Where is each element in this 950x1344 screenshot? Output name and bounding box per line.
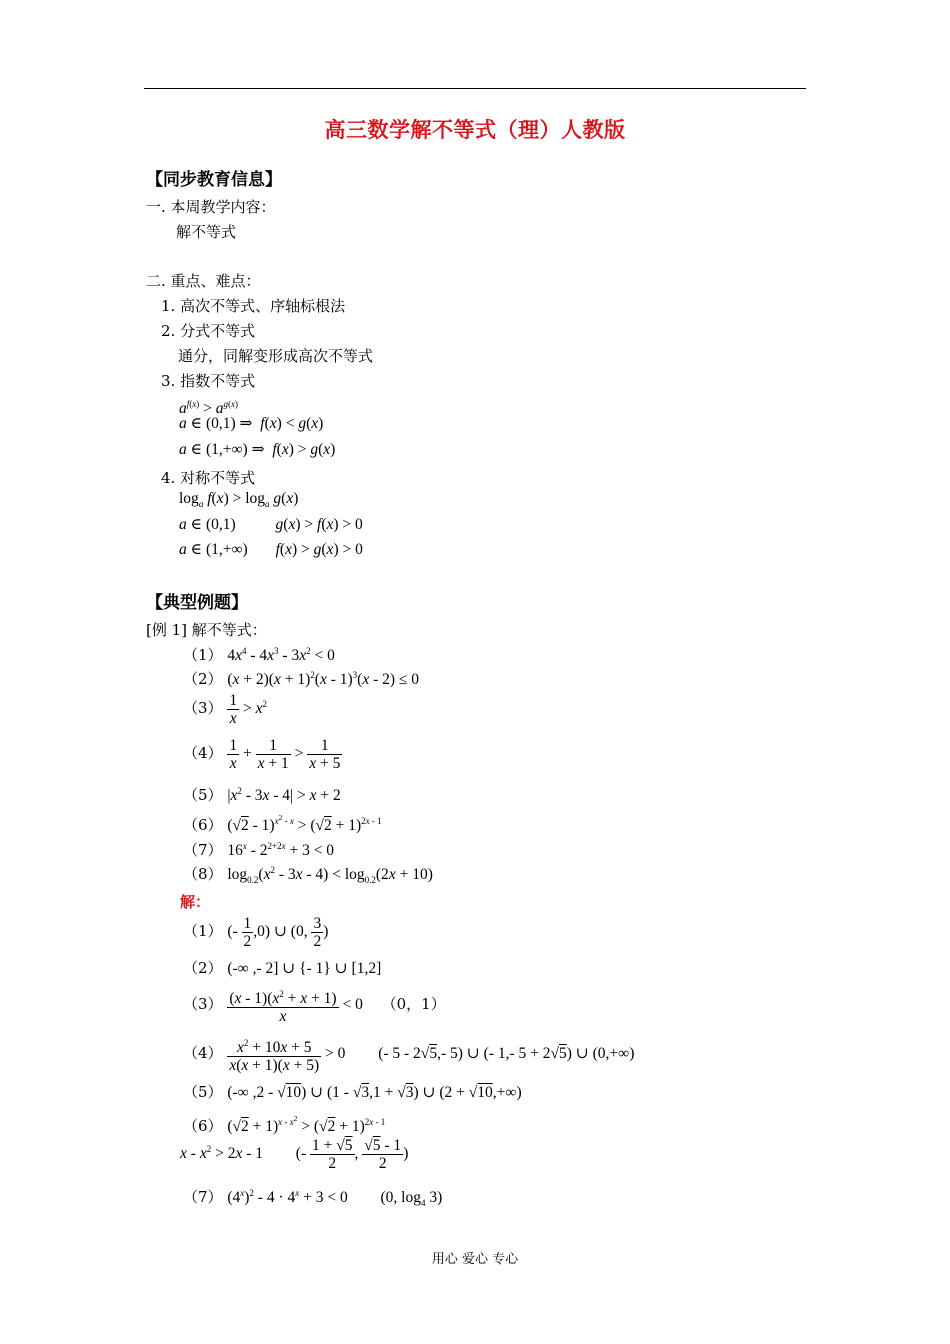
answer-1: （1） (- $\frac{1}{2}$ ,0) ∪ (0, $\frac{3}{2}$ ) [183, 915, 329, 950]
problem-5-number: （5） [183, 786, 223, 805]
answer-6-step: $x - x^2 > 2x - 1$ (- $\frac{1 + √5}{2}$ , $\frac{√5 - 1}{2}$ ) [180, 1137, 409, 1172]
section-heading-sync-info: 【同步教育信息】 [146, 170, 282, 190]
header-rule [144, 88, 806, 89]
answer-3: （3） $\frac{(x - 1)(x^2 + x + 1)}{x}$ < 0 （0，1） [183, 986, 446, 1025]
point-2: 2. 分式不等式 [161, 322, 256, 340]
problem-7: （7） $16^x - 2^{2+2x} + 3 < 0$ [183, 841, 335, 860]
example-1-label: [例 1] 解不等式： [146, 621, 267, 639]
answer-1-number: （1） [183, 922, 223, 941]
answer-6-number: （6） [183, 1117, 223, 1136]
problem-3-number: （3） [183, 699, 223, 718]
item-1-content: 解不等式 [176, 223, 237, 241]
problem-4-number: （4） [183, 744, 223, 763]
problem-8: （8） $\log_{0.2}(x^2 - 3x - 4) < \log_{0.2}(2x + 10)$ [183, 865, 433, 886]
item-1-label: 一. 本周教学内容： [146, 198, 276, 216]
exp-case-2: a ∈ (1,+∞) ⇒ f(x) > g(x) [179, 441, 336, 458]
problem-6: （6） $(√2 - 1)^{x^2 - x} > (√2 + 1)^{2x - 1}$ [183, 813, 382, 835]
answer-5-number: （5） [183, 1083, 223, 1101]
answer-2: （2） (-∞ ,- 2] ∪ {- 1} ∪ [1,2] [183, 959, 382, 977]
answer-4: （4） $\frac{x^2 + 10x + 5}{x(x + 1)(x + 5)}$ > 0 (- 5 - 2√5,- 5) ∪ (- 1,- 5 + 2√5) ∪ (0,+∞) [183, 1035, 634, 1074]
answer-3-number: （3） [183, 995, 223, 1014]
problem-4: （4） $\frac{1}{x}$ + $\frac{1}{x + 1}$ > $\frac{1}{x + 5}$ [183, 737, 341, 772]
problem-1-number: （1） [183, 646, 223, 665]
point-4: 4. 对称不等式 [161, 469, 256, 487]
problem-7-number: （7） [183, 841, 223, 860]
answer-2-number: （2） [183, 959, 223, 977]
item-2-label: 二. 重点、难点： [146, 272, 261, 290]
section-heading-examples: 【典型例题】 [146, 593, 248, 613]
answer-3-interval: （0，1） [381, 995, 446, 1014]
problem-1: （1） $4x^4 - 4x^3 - 3x^2 < 0$ [183, 646, 335, 665]
exp-inequality-formula: $a^{f(x)} > a^{g(x)}$ [179, 399, 239, 418]
problem-6-number: （6） [183, 816, 223, 835]
solution-label: 解： [180, 893, 211, 911]
problem-8-number: （8） [183, 865, 223, 884]
answer-7: （7） $(4^x)^2 - 4 \cdot 4^x + 3 < 0$ (0, $\log_4 3$) [183, 1188, 443, 1209]
point-1: 1. 高次不等式、序轴标根法 [161, 297, 346, 315]
exp-case-1: a ∈ (0,1) ⇒ f(x) < g(x) [179, 415, 324, 432]
answer-6: （6） $(√2 + 1)^{x - x^2} > (√2 + 1)^{2x - 1}$ [183, 1114, 386, 1136]
page-title: 高三数学解不等式（理）人教版 [324, 118, 626, 142]
answer-5: （5） (-∞ ,2 - √10) ∪ (1 - √3,1 + √3) ∪ (2 + √10,+∞) [183, 1083, 522, 1101]
log-case-2: a ∈ (1,+∞) f(x) > g(x) > 0 [179, 541, 363, 558]
page-footer: 用心 爱心 专心 [431, 1252, 519, 1267]
problem-3: （3） $\frac{1}{x}$ > $x^2$ [183, 692, 267, 727]
answer-7-number: （7） [183, 1188, 223, 1207]
log-inequality-formula: $\log_a f(x) > \log_a g(x)$ [179, 490, 299, 510]
answer-4-number: （4） [183, 1044, 223, 1063]
point-2-detail: 通分，同解变形成高次不等式 [178, 347, 374, 365]
log-case-1: a ∈ (0,1) g(x) > f(x) > 0 [179, 516, 363, 533]
problem-5: （5） $|x^2 - 3x - 4| > x + 2$ [183, 786, 341, 805]
point-3: 3. 指数不等式 [161, 372, 256, 390]
problem-2: （2） $(x + 2)(x + 1)^2(x - 1)^3(x - 2) \le 0$ [183, 670, 420, 689]
problem-2-number: （2） [183, 670, 223, 689]
